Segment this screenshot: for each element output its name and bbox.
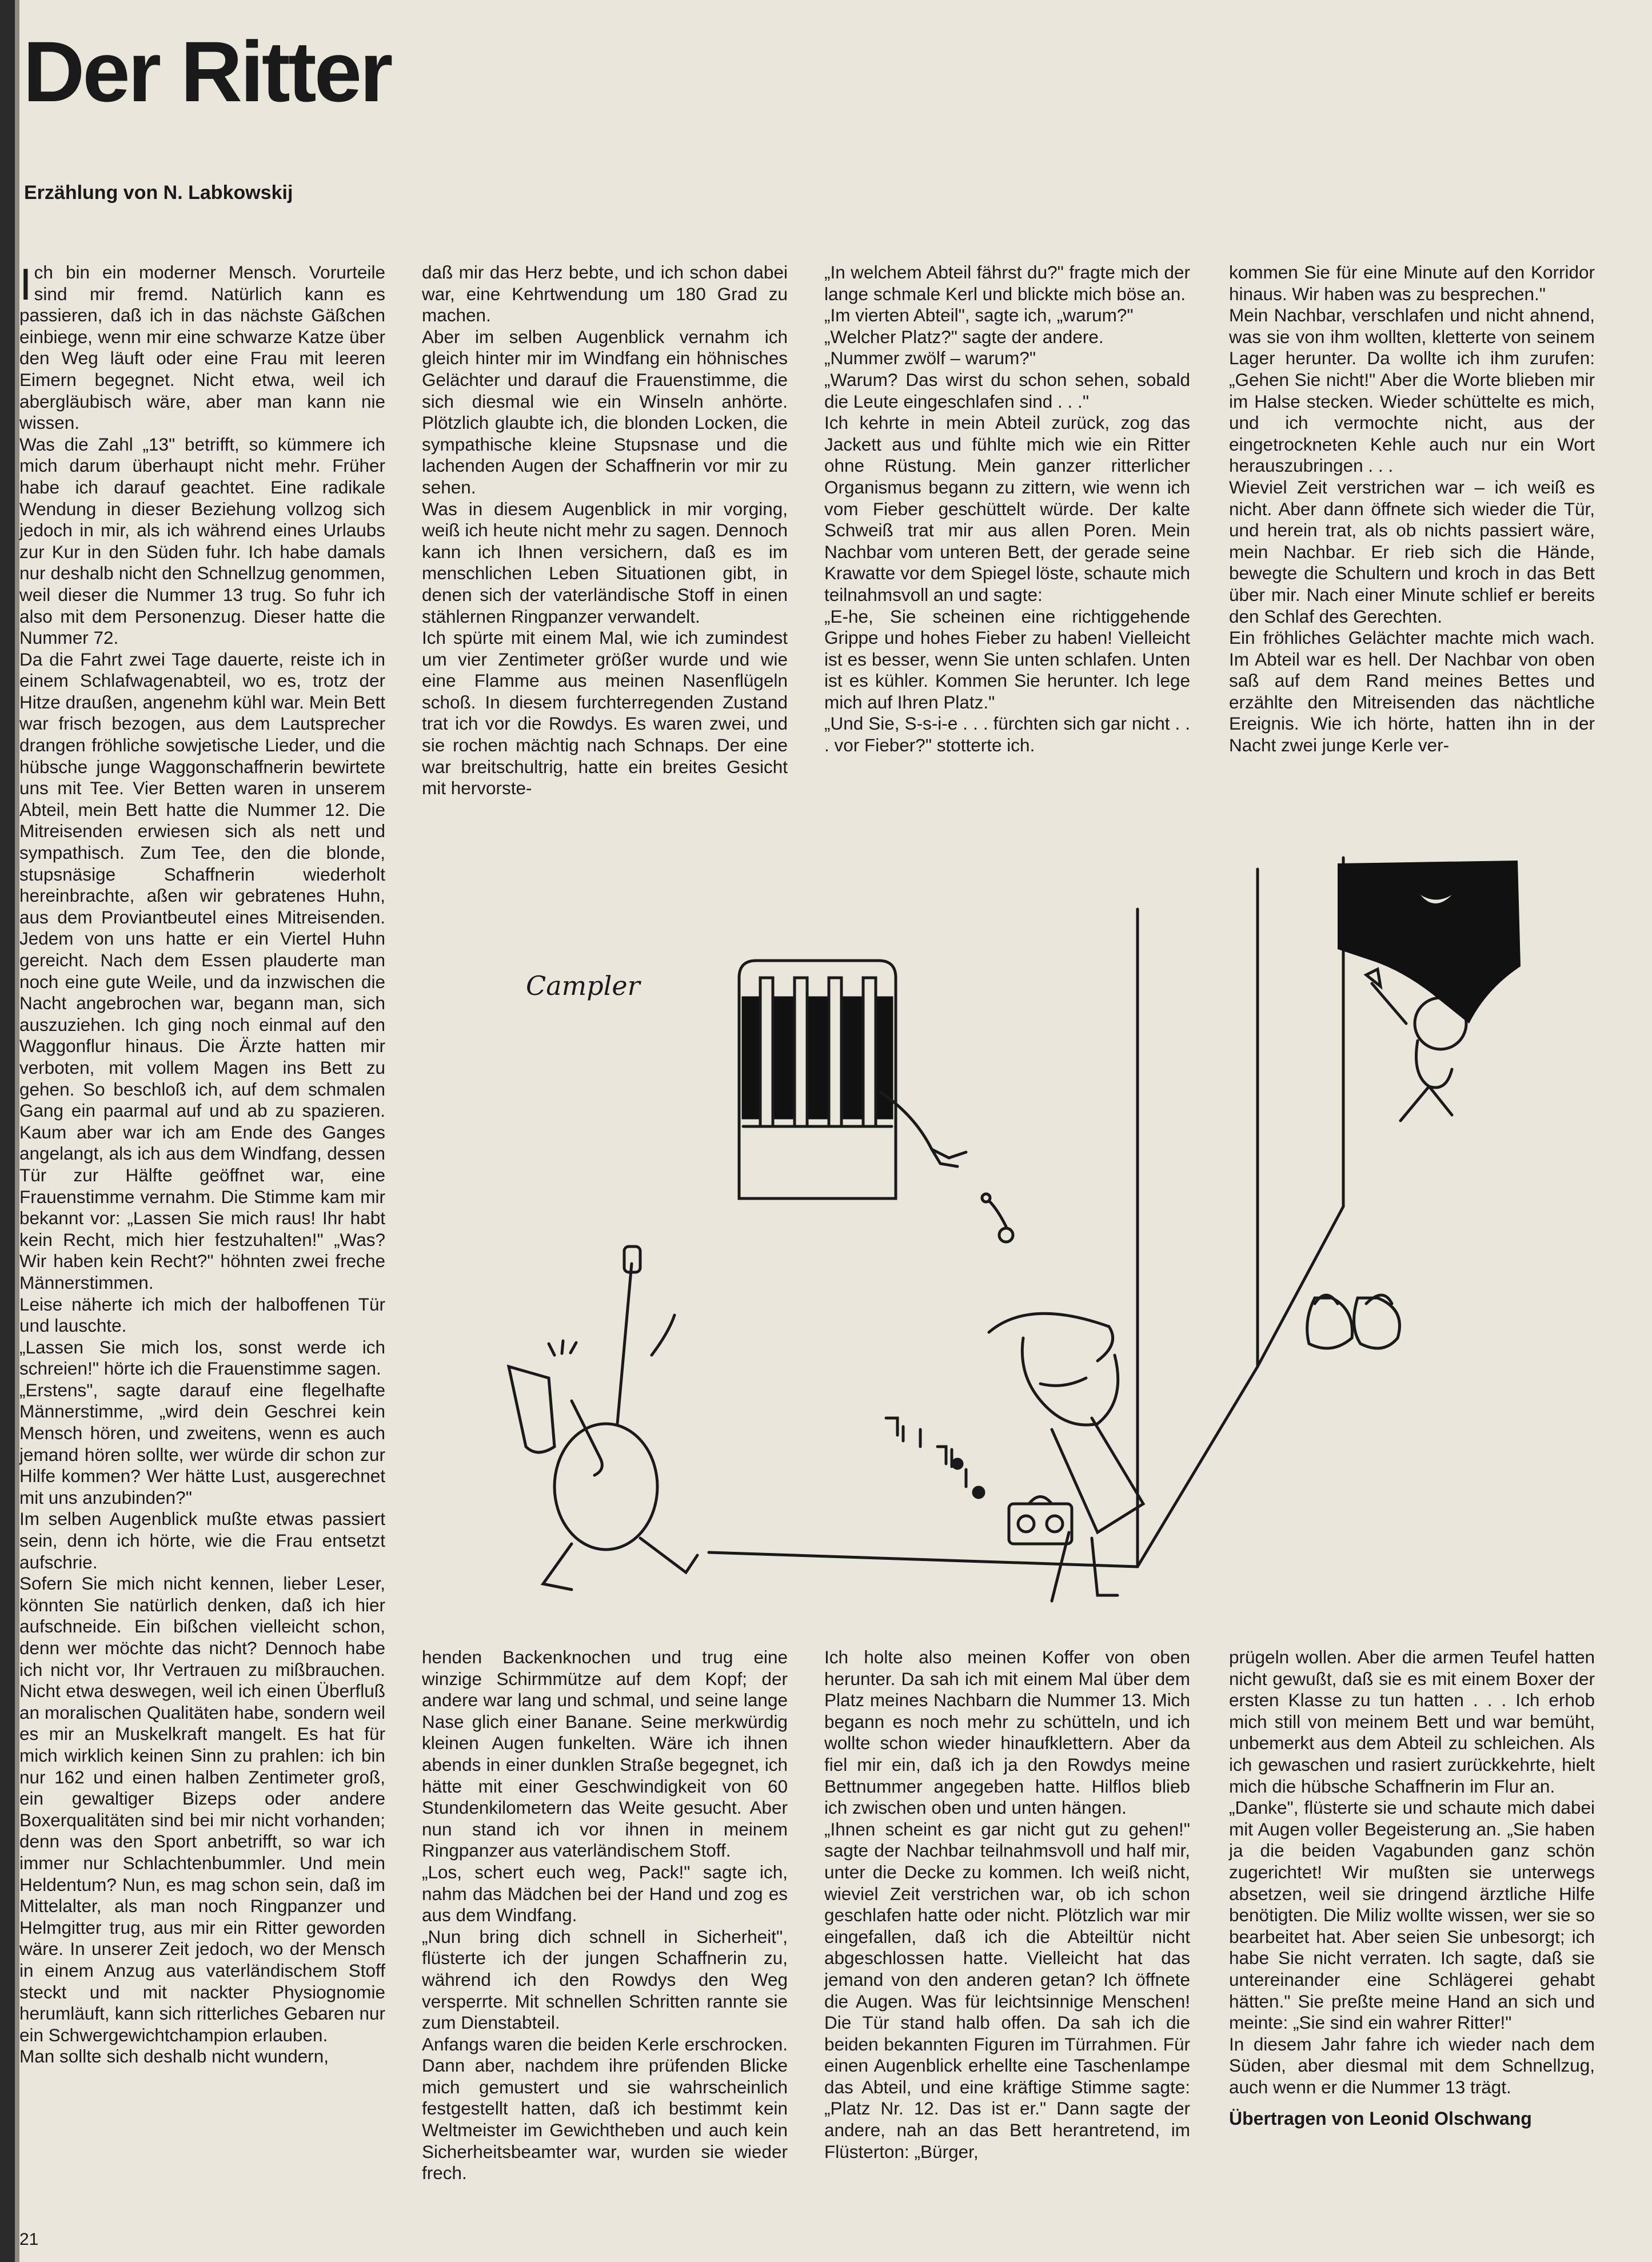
two-faces-icon [1307,1295,1400,1348]
guitarist-figure-icon [509,1247,697,1590]
paragraph: henden Backenknochen und trug eine winzige Schirmmütze auf dem Kopf; der andere war lang und schmal, und seine lange Nase glich einer Banane. Seine merkwürdig kleinen Augen funkelten. Wäre ich ihnen abends in einer dunklen Straße begegnet, ich hätte mit einer Geschwindigkeit von 60 Stundenkilometern das Weite gesucht. Aber nun stand ich vor ihnen in meinem Ringpanzer aus vaterländischem Stoff. [422,1647,788,1861]
traveler-figure-icon [989,1313,1143,1601]
paragraph: Mein Nachbar, verschlafen und nicht ahnend, was sie von ihm wollten, kletterte von seinem Lager herunter. Da wollte ich ihm zurufen: „Gehen Sie nicht!" Aber die Worte blieben mir im Halse stecken. Wieder schüttelte es mich, und ich vermochte nicht, aus der eingetrockneten Kehle auch nur ein Wort herauszubringen . . . [1229,305,1595,476]
corridor-walls [709,858,1343,1567]
paragraph: „Nun bring dich schnell in Sicherheit", flüsterte ich der jungen Schaffnerin zu, während ich den Rowdys den Weg versperrte. Mit schnellen Schritten rannte sie zum Dienstabteil. [422,1926,788,2033]
paragraph: „In welchem Abteil fährst du?" fragte mich der lange schmale Kerl und blickte mich böse an. [824,262,1190,304]
suitcase-icon [1009,1497,1072,1544]
paragraph: Aber im selben Augenblick vernahm ich gleich hinter mir im Windfang ein höhnisches Gelächter und darauf die Frauenstimme, die sich diesmal wie ein Winseln anhörte. Plötzlich glaubte ich, die blonden Locken, die sympathische kleine Stupsnase und die lachenden Augen der Schaffnerin vor mir zu sehen. [422,326,788,497]
page-number: 21 [19,2230,39,2249]
paragraph: daß mir das Herz bebte, und ich schon dabei war, eine Kehrtwendung um 180 Grad zu machen. [422,262,788,326]
text-column-4-bottom [1229,1647,1595,2130]
paragraph: Ich spürte mit einem Mal, wie ich zumindest um vier Zentimeter größer wurde und wie eine Flamme aus meinen Nasenflügeln schoß. In diesem furchterregenden Zustand trat ich vor die Rowdys. Es waren zwei, und sie rochen mächtig nach Schnaps. Der eine war breitschultrig, hatte ein breites Gesicht mit hervorste- [422,627,788,799]
paragraph: Was in diesem Augenblick in mir vorging, weiß ich heute nicht mehr zu sagen. Dennoch kann ich Ihnen versichern, daß es im menschlichen Leben Situationen gibt, in denen sich der vaterländische Stoff in einen stählernen Ringpanzer verwandelt. [422,498,788,627]
paragraph: „Erstens", sagte darauf eine flegelhafte Männerstimme, „wird dein Geschrei kein Mensch hören, und zweitens, wenn es auch jemand hören sollte, wer würde dir schon zur Hilfe kommen? Wer hätte Lust, ausgerechnet mit uns anzubinden?" [19,1379,385,1508]
paragraph: „Ihnen scheint es gar nicht gut zu gehen!" sagte der Nachbar teilnahmsvoll und half mir, unter die Decke zu kommen. Ich weiß nicht, wieviel Zeit verstrichen war, ob ich schon geschlafen hatte oder nicht. Plötzlich war mir eingefallen, daß ich die Abteiltür nicht abgeschlossen hatte. Vielleicht hat das jemand von den anderen getan? Ich öffnete die Augen. Was für leichtsinnige Menschen! Die Tür stand halb offen. Da sah ich die beiden bekannten Figuren im Türrahmen. Für einen Augenblick erhellte eine Taschenlampe das Abteil, und eine kräftige Stimme sagte: „Platz Nr. 12. Das ist er." Dann sagte der andere, nah an das Bett herantretend, im Flüsterton: „Bürger, [824,1818,1190,2162]
paragraph: „Nummer zwölf – warum?" [824,348,1036,369]
paragraph-text: ch bin ein moderner Mensch. Vorurteile sind mir fremd. Natürlich kann es passieren, daß ich in das nächste Gäßchen einbiege, wenn mir eine schwarze Katze über den Weg läuft oder eine Frau mit leeren Eimern begegnet. Nicht etwa, weil ich abergläubisch wäre, aber man kann nie wissen. [19,262,385,433]
article-byline: Erzählung von N. Labkowskij [24,182,293,204]
text-column-1 [19,259,385,2068]
paragraph: Man sollte sich deshalb nicht wundern, [19,2046,329,2067]
text-column-3-top [824,262,1190,756]
paragraph: Im selben Augenblick mußte etwas passiert sein, denn ich hörte, wie die Frau entsetzt aufschrie. [19,1508,385,1572]
illustrator-signature: Campler [526,970,640,1001]
paragraph: „Warum? Das wirst du schon sehen, sobald die Leute eingeschlafen sind . . ." [824,369,1190,412]
paragraph: „Lassen Sie mich los, sonst werde ich schreien!" hörte ich die Frauenstimme sagen. [19,1336,385,1379]
drop-cap: I [19,259,32,309]
text-column-2-top [422,262,788,799]
article-title: Der Ritter [23,23,391,120]
falling-flower-icon [982,1194,1013,1242]
paragraph: Ein fröhliches Gelächter machte mich wach. Im Abteil war es hell. Der Nachbar von oben saß auf dem Rand meines Bettes und erzählte den Mitreisenden das nächtliche Ereignis. Wie ich hörte, hatten ihn in der Nacht zwei junge Kerle ver- [1229,627,1595,756]
paragraph: kommen Sie für eine Minute auf den Korridor hinaus. Wir haben was zu besprechen." [1229,262,1595,304]
paragraph: Leise näherte ich mich der halboffenen Tür und lauschte. [19,1293,385,1336]
paragraph: Da die Fahrt zwei Tage dauerte, reiste ich in einem Schlafwagenabteil, wo es, trotz der Hitze draußen, angenehm kühl war. Mein Bett war frisch bezogen, aus dem Lautsprecher drangen fröhliche sowjetische Lieder, und die hübsche junge Waggonschaffnerin bewirtete uns mit Tee. Vier Betten waren in unserem Abteil, mein Bett hatte die Nummer 12. Die Mitreisenden erwiesen sich als nett und sympathisch. Zum Tee, den die blonde, stupsnäsige Schaffnerin wiederholt hereinbrachte, aßen wir gebratenes Huhn, aus dem Proviantbeutel eines Mitreisenden. Jedem von uns hatte er ein Viertel Huhn gereicht. Nach dem Essen plauderte man noch eine gute Weile, und da inzwischen die Nacht angebrochen war, begann man, sich auszuziehen. Ich ging noch einmal auf den Waggonflur hinaus. Die Ärzte hatten mir verboten, mit vollem Magen ins Bett zu gehen. So beschloß ich, auf dem schmalen Gang ein paarmal auf und ab zu spazieren. Kaum aber war ich am Ende des Ganges angelangt, als ich aus dem Windfang, dessen Tür zur Hälfte geöffnet war, eine Frauenstimme vernahm. Die Stimme kam mir bekannt vor: „Lassen Sie mich raus! Ihr habt kein Recht, mich hier festzuhalten!" „Was? Wir haben kein Recht?" höhnten zwei freche Männerstimmen. [19,648,385,1293]
barred-window-icon [739,961,896,1198]
paragraph: „E-he, Sie scheinen eine richtiggehende Grippe und hohes Fieber zu haben! Vielleicht ist es besser, wenn Sie unten schlafen. Unten ist es kühler. Kommen Sie herunter. Ich lege mich auf Ihren Platz." [824,606,1190,712]
text-column-4-top [1229,262,1595,756]
paragraph: Ich holte also meinen Koffer von oben herunter. Da sah ich mit einem Mal über dem Platz meines Nachbarn die Nummer 13. Mich begann es noch mehr zu schütteln, und ich wollte schon wieder hinaufklettern. Aber da fiel mir ein, daß ich ja den Rowdys meine Bettnummer angegeben hatte. Hilflos blieb ich zwischen oben und unten hängen. [824,1647,1190,1818]
page-spine-edge [15,0,19,2262]
text-column-2-bottom [422,1647,788,2184]
text-column-3-bottom [824,1647,1190,2163]
paragraph: „Welcher Platz?" sagte der andere. [824,326,1104,347]
translator-credit: Übertragen von Leonid Olschwang [1229,2108,1532,2129]
story-illustration [400,852,1623,1630]
paragraph: Sofern Sie mich nicht kennen, lieber Leser, könnten Sie natürlich denken, daß ich hier aufschneide. Ein bißchen vielleicht schon, denn wer möchte das nicht? Dennoch habe ich nicht vor, Ihr Vertrauen zu mißbrauchen. Nicht etwa deswegen, weil ich einen Überfluß an moralischen Qualitäten habe, sondern weil es mir an Muskelkraft mangelt. Es hat für mich wirklich keinen Sinn zu prahlen: ich bin nur 162 und einen halben Zentimeter groß, ein gewaltiger Bizeps oder andere Boxerqualitäten sind bei mir nicht vorhanden; denn was den Sport anbetrifft, so war ich immer nur Schlachtenbummler. Und mein Heldentum? Nun, es mag schon sein, daß im Mittelalter, als man noch Ringpanzer und Helmgitter trug, aus mir ein Ritter geworden wäre. In unserer Zeit jedoch, wo der Mensch in einem Anzug aus vaterländischem Stoff steckt und mit nackter Physiognomie herumläuft, kann sich ritterliches Gebaren nur ein Schwergewichtchampion erlauben. [19,1573,385,2045]
reaching-hand-icon [880,1092,966,1166]
paragraph: Was die Zahl „13" betrifft, so kümmere ich mich darum überhaupt nicht mehr. Früher habe ich darauf geachtet. Eine radikale Wendung in dieser Beziehung vollzog sich jedoch in mir, als ich während eines Urlaubs zur Kur in den Süden fuhr. Ich habe damals nur deshalb nicht den Schnellzug genommen, weil dieser die Nummer 13 trug. So fuhr ich also mit dem Personenzug. Dieser hatte die Nummer 72. [19,433,385,648]
paragraph: Ich kehrte in mein Abteil zurück, zog das Jackett aus und fühlte mich wie ein Ritter ohne Rüstung. Mein ganzer ritterlicher Organismus begann zu zittern, wie wenn ich vom Fieber geschüttelt würde. Der kalte Schweiß trat mir aus allen Poren. Mein Nachbar vom unteren Bett, der gerade seine Krawatte vor dem Spiegel löste, schaute mich teilnahmsvoll an und sagte: [824,412,1190,605]
paragraph: „Und Sie, S-s-i-e . . . fürchten sich gar nicht . . . vor Fieber?" stotterte ich. [824,713,1190,756]
paragraph: „Danke", flüsterte sie und schaute mich dabei mit Augen voller Begeisterung an. „Sie haben ja die beiden Vagabunden ganz schön zugerichtet! Wir mußten sie unterwegs absetzen, weil sie dringend ärztliche Hilfe benötigten. Die Miliz wollte wissen, wer sie so bearbeitet hat. Aber seien Sie unbesorgt; ich habe Sie nicht verraten. Ich sagte, daß sie untereinander eine Schlägerei gehabt hätten." Sie preßte meine Hand an sich und meinte: „Sie sind ein wahrer Ritter!" [1229,1797,1595,2033]
paragraph: Anfangs waren die beiden Kerle erschrocken. Dann aber, nachdem ihre prüfenden Blicke mich gemustert und sie wahrscheinlich festgestellt hatten, daß ich bestimmt kein Weltmeister im Gewichtheben und auch kein Sicherheitsbeamter war, wurden sie wieder frech. [422,2033,788,2184]
paragraph: In diesem Jahr fahre ich wieder nach dem Süden, aber diesmal mit dem Schnellzug, auch wenn er die Nummer 13 trägt. [1229,2033,1595,2097]
paragraph [19,259,385,434]
paragraph: „Im vierten Abteil", sagte ich, „warum?" [824,305,1134,326]
page-spine [0,0,15,2262]
paragraph: „Los, schert euch weg, Pack!" sagte ich, nahm das Mädchen bei der Hand und zog es aus dem Windfang. [422,1861,788,1926]
paragraph: prügeln wollen. Aber die armen Teufel hatten nicht gewußt, daß sie es mit einem Boxer der ersten Klasse zu tun hatten . . . Ich erhob mich still von meinem Bett und war bemüht, unbemerkt aus dem Abteil zu schleichen. Als ich gewaschen und rasiert zurückkehrte, hielt mich die hübsche Schaffnerin im Flur an. [1229,1647,1595,1797]
paragraph: Wieviel Zeit verstrichen war – ich weiß es nicht. Aber dann öffnete sich wieder die Tür, und herein trat, als ob nichts passiert wäre, mein Nachbar. Er rieb sich die Hände, bewegte die Schultern und kroch in das Bett über mir. Nach einer Minute schlief er bereits den Schlaf des Gerechten. [1229,476,1595,627]
music-notes-icon [886,1418,984,1498]
